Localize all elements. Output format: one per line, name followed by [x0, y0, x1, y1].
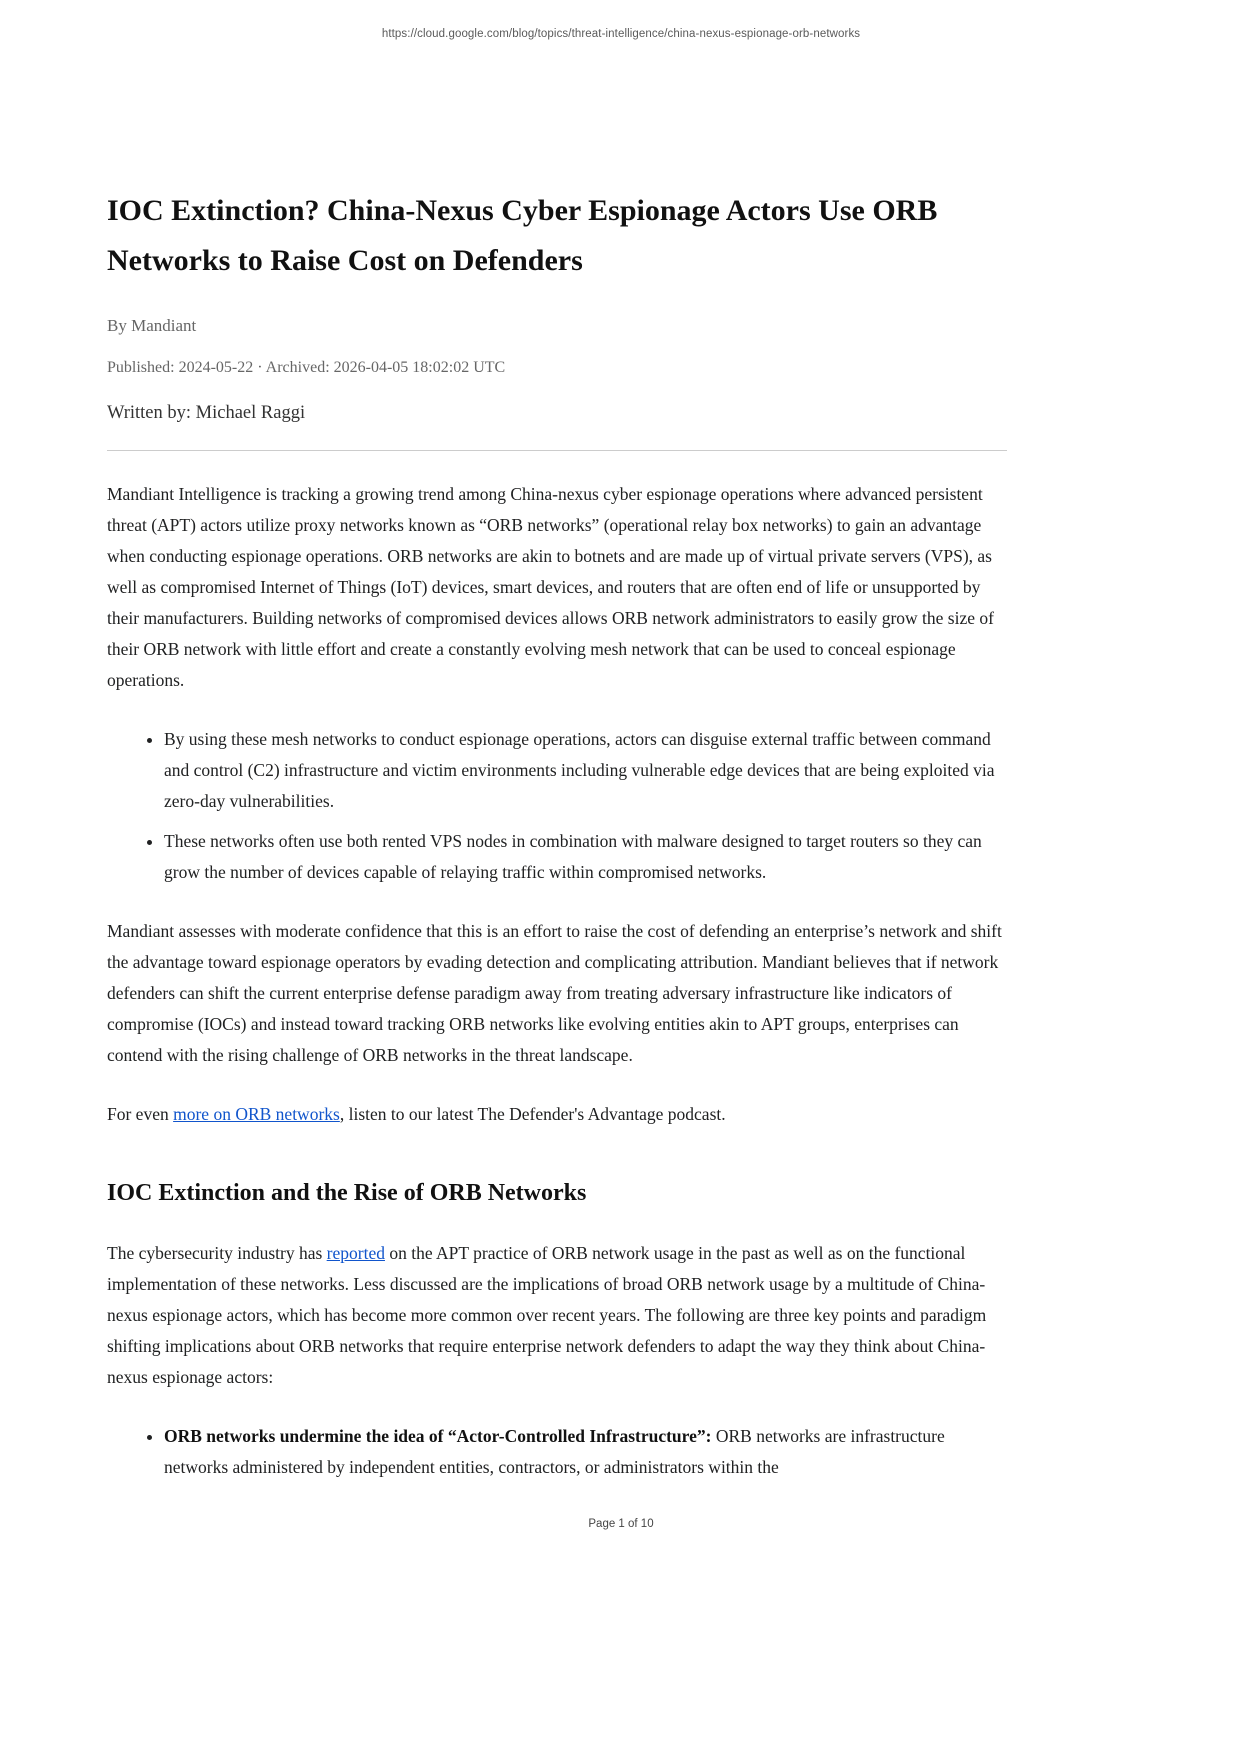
list-item — [164, 724, 1007, 817]
paragraph — [107, 479, 1007, 696]
article-title: IOC Extinction? China-Nexus Cyber Espionage Actors Use ORB Networks to Raise Cost on Defenders — [107, 194, 938, 277]
text-run: For even — [107, 1104, 174, 1124]
text-run: on the APT practice of ORB network usage in the past as well as on the functional implementation of these networks. Less discussed are the implications of broad ORB network usage by a multitude of China-nexus espionage actors, which has become more common over recent years. The following are three key points and paradigm shifting implications about ORB networks that require enterprise network defenders to adapt the way they think about China-nexus espionage actors: — [107, 1243, 987, 1387]
list-item — [164, 1421, 1007, 1483]
page-indicator: Page 1 of 10 — [588, 1518, 654, 1530]
article-body — [107, 479, 1007, 1483]
published-archived-meta: Published: 2024-05-22 · Archived: 2026-04-05 18:02:02 UTC — [107, 359, 506, 376]
inline-link[interactable]: more on ORB networks — [173, 1104, 340, 1124]
section-heading: IOC Extinction and the Rise of ORB Networks — [107, 1180, 587, 1206]
inline-link[interactable]: reported — [326, 1243, 385, 1263]
text-run: Mandiant assesses with moderate confidence that this is an effort to raise the cost of defending an enterprise’s network and shift the advantage toward espionage operators by evading detection and complicating attribution. Mandiant believes that if network defenders can shift the current enterprise defense paradigm away from treating adversary infrastructure like indicators of compromise (IOCs) and instead toward tracking ORB networks like evolving entities akin to APT groups, enterprises can contend with the rising challenge of ORB networks in the threat landscape. — [107, 921, 1002, 1065]
text-run: By using these mesh networks to conduct espionage operations, actors can disguise external traffic between command and control (C2) infrastructure and victim environments including vulnerable edge devices that are being exploited via zero-day vulnerabilities. — [164, 729, 995, 811]
bullet-list — [107, 1421, 1007, 1483]
list-item — [164, 826, 1007, 888]
author-line: Written by: Michael Raggi — [107, 403, 306, 423]
paragraph — [107, 916, 1007, 1071]
bullet-list — [107, 724, 1007, 888]
print-url-header: https://cloud.google.com/blog/topics/threat-intelligence/china-nexus-espionage-orb-networks — [381, 28, 861, 40]
text-run: ORB networks are infrastructure networks administered by independent entities, contractors, or administrators within the — [164, 1426, 945, 1477]
byline: By Mandiant — [107, 316, 197, 335]
paragraph — [107, 1099, 1007, 1130]
paragraph — [107, 1238, 1007, 1393]
text-run: The cybersecurity industry has — [107, 1243, 327, 1263]
bold-text: ORB networks undermine the idea of “Actor-Controlled Infrastructure”: — [164, 1426, 716, 1446]
text-run: These networks often use both rented VPS nodes in combination with malware designed to target routers so they can grow the number of devices capable of relaying traffic within compromised networks. — [164, 831, 982, 882]
text-run: Mandiant Intelligence is tracking a growing trend among China-nexus cyber espionage operations where advanced persistent threat (APT) actors utilize proxy networks known as “ORB networks” (operational relay box networks) to gain an advantage when conducting espionage operations. ORB networks are akin to botnets and are made up of virtual private servers (VPS), as well as compromised Internet of Things (IoT) devices, smart devices, and routers that are often end of life or unsupported by their manufacturers. Building networks of compromised devices allows ORB network administrators to easily grow the size of their ORB network with little effort and create a constantly evolving mesh network that can be used to conceal espionage operations. — [107, 484, 994, 690]
text-run: , listen to our latest The Defender's Advantage podcast. — [339, 1104, 726, 1124]
divider — [107, 450, 1007, 451]
article — [107, 0, 1007, 1507]
